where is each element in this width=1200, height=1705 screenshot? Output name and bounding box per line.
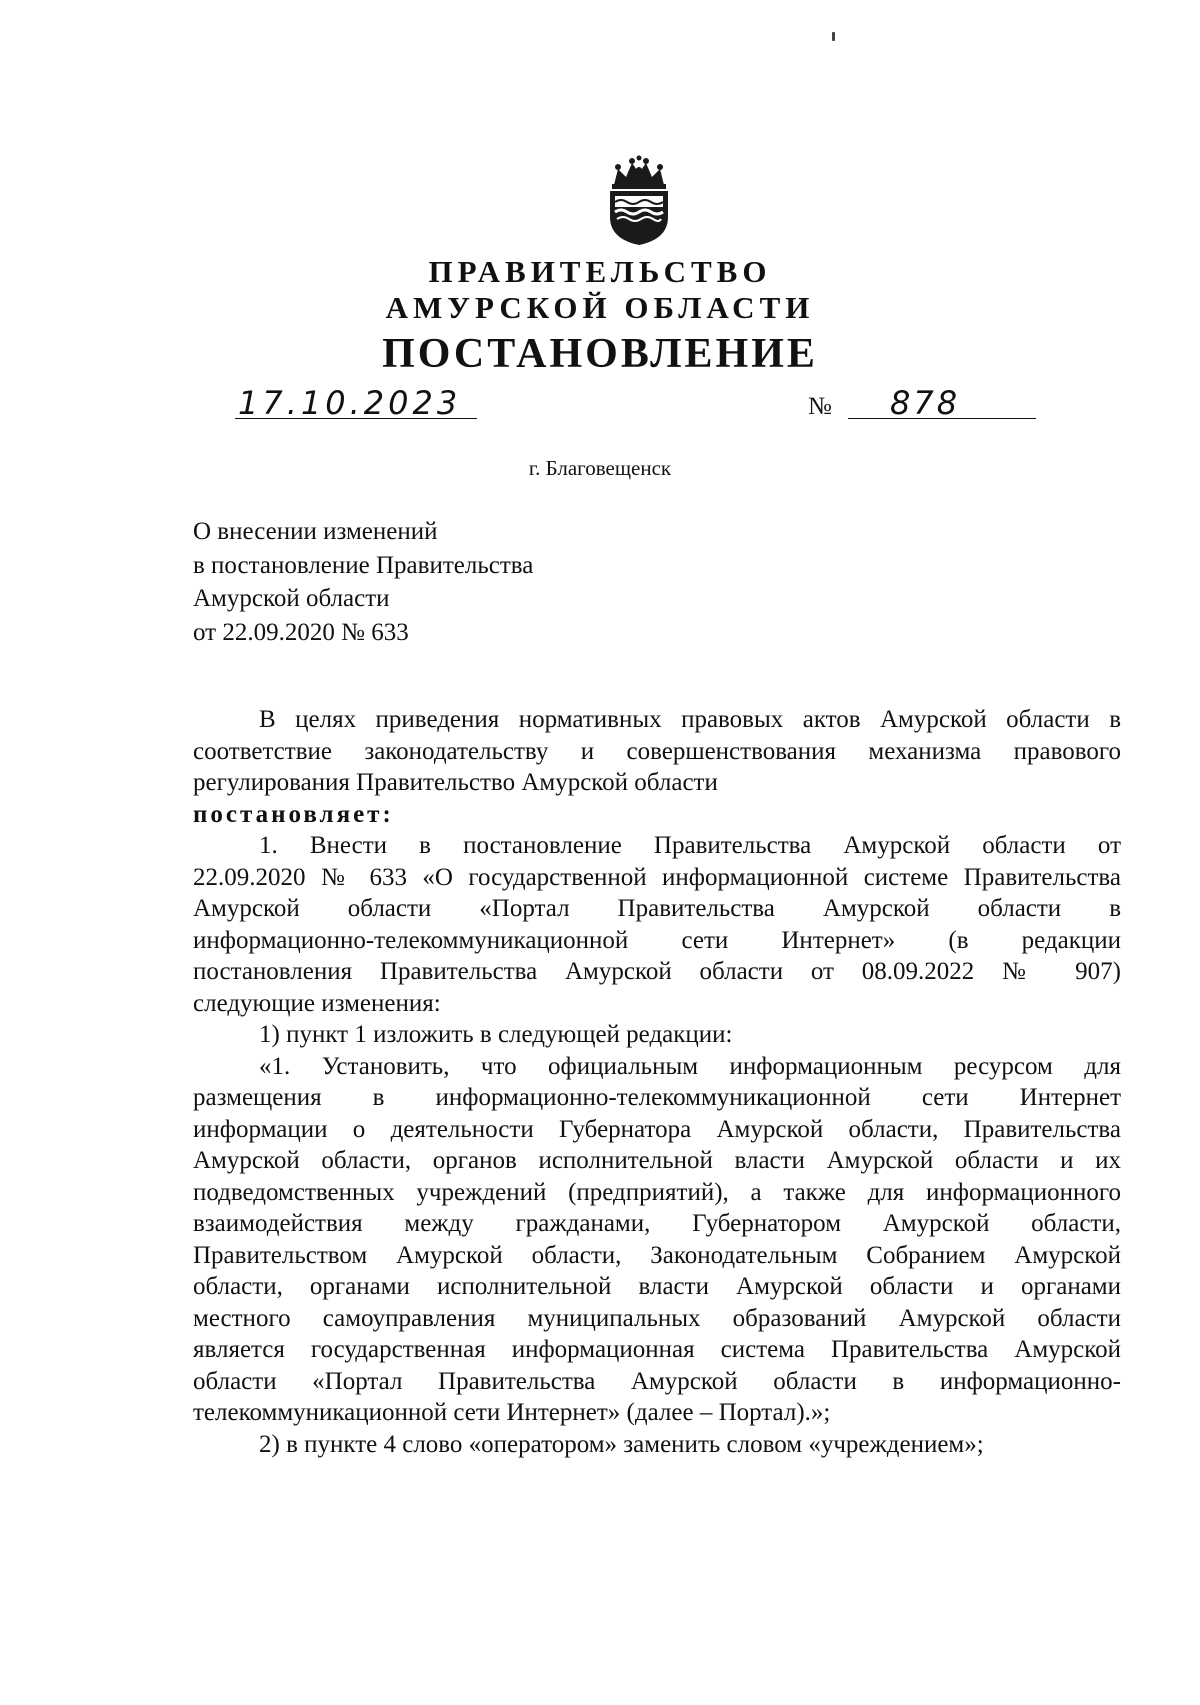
body-line: взаимодействия между гражданами, Губернатором Амурской области, bbox=[193, 1210, 1121, 1237]
body-line: информационно-телекоммуникационной сети Интернет» (в редакции bbox=[193, 926, 1121, 954]
document-body bbox=[193, 704, 1121, 1460]
document-type-title: ПОСТАНОВЛЕНИЕ bbox=[382, 331, 818, 377]
number-sign: № bbox=[808, 393, 832, 420]
body-line: информации о деятельности Губернатора Амурской области, Правительства bbox=[193, 1115, 1121, 1143]
body-line: 1) пункт 1 изложить в следующей редакции: bbox=[259, 1021, 733, 1048]
resolution-keyword: постановляет: bbox=[193, 800, 394, 828]
body-line: области, органами исполнительной власти Амурской области и органами bbox=[193, 1273, 1121, 1300]
body-line: регулирования Правительство Амурской области bbox=[193, 769, 718, 796]
body-line: подведомственных учреждений (предприятий), а также для информационного bbox=[193, 1178, 1121, 1206]
body-line: «1. Установить, что официальным информационным ресурсом для bbox=[259, 1052, 1121, 1080]
body-line: следующие изменения: bbox=[193, 989, 441, 1017]
body-line: Амурской области, органов исполнительной власти Амурской области и их bbox=[193, 1147, 1121, 1174]
body-line: местного самоуправления муниципальных образований Амурской области bbox=[193, 1304, 1121, 1332]
body-line: является государственная информационная система Правительства Амурской bbox=[193, 1336, 1121, 1363]
body-line: соответствие законодательству и совершенствования механизма правового bbox=[193, 737, 1121, 765]
coat-of-arms-icon bbox=[600, 155, 678, 247]
document-subject bbox=[193, 515, 533, 649]
organization-name-line1: ПРАВИТЕЛЬСТВО bbox=[428, 254, 772, 289]
body-line: размещения в информационно-телекоммуникационной сети Интернет bbox=[193, 1084, 1121, 1111]
body-line: Правительством Амурской области, Законодательным Собранием Амурской bbox=[193, 1241, 1121, 1269]
scan-speck bbox=[832, 32, 835, 41]
number-underline bbox=[848, 418, 1036, 419]
body-line: 1. Внести в постановление Правительства Амурской области от bbox=[259, 832, 1121, 859]
organization-name-line2: АМУРСКОЙ ОБЛАСТИ bbox=[385, 290, 815, 325]
subject-line: от 22.09.2020 № 633 bbox=[193, 618, 409, 646]
body-line: постановления Правительства Амурской области от 08.09.2022 № 907) bbox=[193, 958, 1121, 985]
subject-line: О внесении изменений bbox=[193, 518, 438, 545]
body-line: 2) в пункте 4 слово «оператором» заменить словом «учреждением»; bbox=[259, 1430, 984, 1458]
subject-line: в постановление Правительства bbox=[193, 551, 534, 579]
handwritten-number: 878 bbox=[890, 384, 961, 422]
date-underline bbox=[235, 418, 477, 419]
body-line: области «Портал Правительства Амурской области в информационно- bbox=[193, 1367, 1121, 1395]
body-line: Амурской области «Портал Правительства Амурской области в bbox=[193, 895, 1121, 922]
body-line: 22.09.2020 № 633 «О государственной информационной системе Правительства bbox=[193, 863, 1121, 891]
body-line: телекоммуникационной сети Интернет» (далее – Портал).»; bbox=[193, 1399, 831, 1426]
city-name: г. Благовещенск bbox=[528, 456, 672, 480]
subject-line: Амурской области bbox=[193, 585, 390, 612]
handwritten-date: 17.10.2023 bbox=[238, 384, 462, 422]
body-line: В целях приведения нормативных правовых актов Амурской области в bbox=[259, 706, 1121, 733]
